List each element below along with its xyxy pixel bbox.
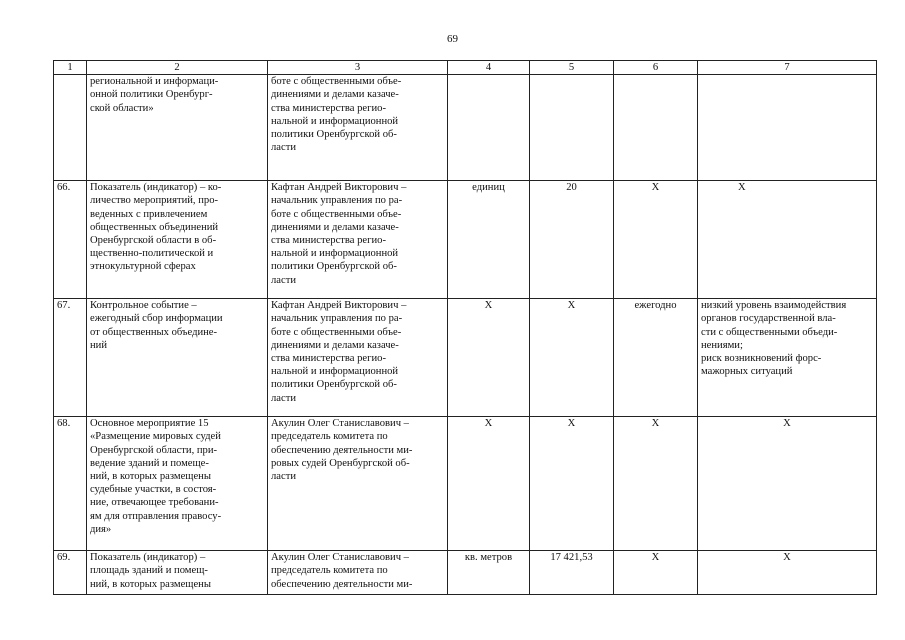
responsible-person: боте с общественными объе- динениями и делами казаче- ства министерства регио- нальной и информационной политики Оренбургской об- ласти (268, 75, 448, 181)
event-name: Основное мероприятие 15 «Размещение мировых судей Оренбургской области, при- ведение зданий и помеще- ний, в которых размещены судебные участки, в состоя- ние, отвечающее требовани- ям для отправления правосу- дия» (87, 417, 268, 551)
table-row (54, 75, 877, 181)
risk-cell: X (698, 417, 877, 551)
responsible-person: Кафтан Андрей Викторович – начальник управления по ра- боте с общественными объе- динениями и делами казаче- ства министерства регио- нальной и информационной политики Оренбургской об- ласти (268, 299, 448, 417)
table-row (54, 417, 877, 551)
unit-cell: X (448, 299, 530, 417)
table-row (54, 551, 877, 595)
column-header-4: 4 (448, 61, 530, 75)
period-cell: X (614, 551, 698, 595)
row-number: 68. (54, 417, 87, 551)
value-cell (530, 75, 614, 181)
row-number: 67. (54, 299, 87, 417)
unit-cell: X (448, 417, 530, 551)
period-cell: ежегодно (614, 299, 698, 417)
risk-cell: низкий уровень взаимодействия органов государственной вла- сти с общественными объеди- нениями; риск возникновений форс- мажорных ситуаций (698, 299, 877, 417)
table-row (54, 181, 877, 299)
column-header-5: 5 (530, 61, 614, 75)
responsible-person: Акулин Олег Станиславович – председатель комитета по обеспечению деятельности ми- ровых судей Оренбургской об- ласти (268, 417, 448, 551)
responsible-person: Акулин Олег Станиславович – председатель комитета по обеспечению деятельности ми- (268, 551, 448, 595)
plan-table (53, 60, 877, 595)
event-name: региональной и информаци- онной политики Оренбург- ской области» (87, 75, 268, 181)
row-number: 66. (54, 181, 87, 299)
unit-cell (448, 75, 530, 181)
value-cell: 17 421,53 (530, 551, 614, 595)
responsible-person: Кафтан Андрей Викторович – начальник управления по ра- боте с общественными объе- динениями и делами казаче- ства министерства регио- нальной и информационной политики Оренбургской об- ласти (268, 181, 448, 299)
table-row (54, 299, 877, 417)
column-header-6: 6 (614, 61, 698, 75)
row-number: 69. (54, 551, 87, 595)
risk-cell: X (698, 181, 877, 299)
event-name: Контрольное событие – ежегодный сбор информации от общественных объедине- ний (87, 299, 268, 417)
risk-cell (698, 75, 877, 181)
event-name: Показатель (индикатор) – ко- личество мероприятий, про- веденных с привлечением общественных объединений Оренбургской области в об- щественно-политической и этнокультурной сферах (87, 181, 268, 299)
event-name: Показатель (индикатор) – площадь зданий и помещ- ний, в которых размещены (87, 551, 268, 595)
column-header-2: 2 (87, 61, 268, 75)
period-cell: X (614, 181, 698, 299)
value-cell: 20 (530, 181, 614, 299)
row-number (54, 75, 87, 181)
period-cell (614, 75, 698, 181)
unit-cell: единиц (448, 181, 530, 299)
column-header-7: 7 (698, 61, 877, 75)
page-number: 69 (447, 33, 458, 45)
value-cell: X (530, 417, 614, 551)
unit-cell: кв. метров (448, 551, 530, 595)
column-header-1: 1 (54, 61, 87, 75)
column-number-row (54, 61, 877, 75)
column-header-3: 3 (268, 61, 448, 75)
value-cell: X (530, 299, 614, 417)
period-cell: X (614, 417, 698, 551)
risk-cell: X (698, 551, 877, 595)
